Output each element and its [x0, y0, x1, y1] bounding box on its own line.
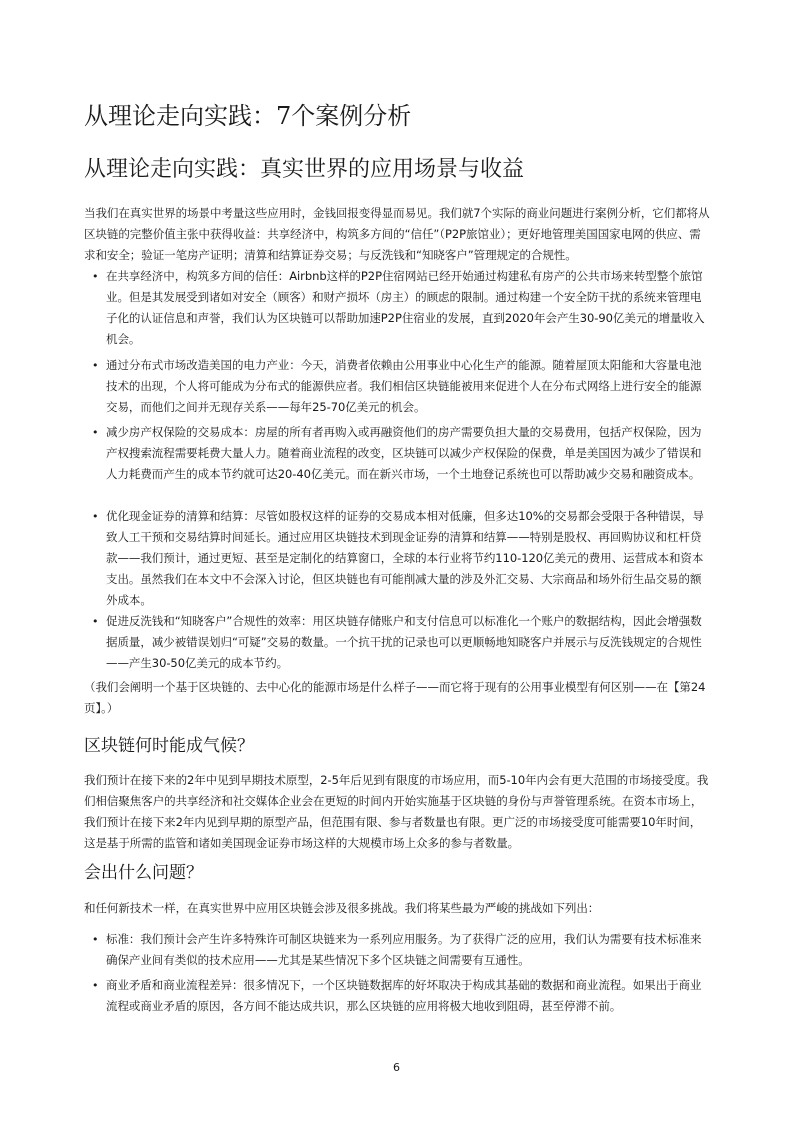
section-heading-applications: 从理论走向实践：真实世界的应用场景与收益 — [84, 157, 525, 182]
list-item — [84, 975, 710, 1017]
list-item — [84, 266, 710, 350]
page-title: 从理论走向实践：7个案例分析 — [84, 102, 412, 130]
bullet-icon: • — [92, 933, 99, 946]
bullet-icon: • — [92, 615, 99, 628]
list-item — [84, 611, 710, 674]
list-item-text: 促进反洗钱和“知晓客户”合规性的效率：用区块链存储账户和支付信息可以标准化一个账户的数据结构，因此会增强数据质量，减少被错误划归“可疑”交易的数量。一个抗干扰的记录也可以更顺畅地知晓客户并展示与反洗钱规定的合规性——产生30-50亿美元的成本节约。 — [106, 614, 702, 670]
list-item-text: 通过分布式市场改造美国的电力产业：今天，消费者依赖由公用事业中心化生产的能源。随着屋顶太阳能和大容量电池技术的出现，个人将可能成为分布式的能源供应者。我们相信区块链能被用来促进个人在分布式网络上进行安全的能源交易，而他们之间并无现存关系——每年25-70亿美元的机会。 — [106, 358, 702, 414]
list-item-text: 减少房产权保险的交易成本：房屋的所有者再购入或再融资他们的房产需要负担大量的交易费用，包括产权保险，因为产权搜索流程需要耗费大量人力。随着商业流程的改变，区块链可以减少产权保险的保费，单是美国因为减少了错误和人力耗费而产生的成本节约就可达20-40亿美元。而在新兴市场，一个土地登记系统也可以帮助减少交易和融资成本。 — [106, 425, 702, 481]
bullet-icon: • — [92, 270, 99, 283]
bullet-icon: • — [92, 359, 99, 372]
when-paragraph: 我们预计在接下来的2年中见到早期技术原型，2-5年后见到有限度的市场应用，而5-10年内会有更大范围的市场接受度。我们相信聚焦客户的共享经济和社交媒体企业会在更短的时间内开始实施基于区块链的身份与声誉管理系统。在资本市场上，我们预计在接下来2年内见到早期的原型产品，但范围有限、参与者数量也有限。更广泛的市场接受度可能需要10年时间，这是基于所需的监管和诸如美国现金证券市场这样的大规模市场上众多的参与者数量。 — [84, 773, 709, 850]
section-heading-problems: 会出什么问题？ — [84, 863, 203, 883]
list-item — [84, 929, 710, 971]
list-item — [84, 355, 710, 418]
section-heading-when: 区块链何时能成气候？ — [84, 736, 254, 756]
bullet-icon: • — [92, 979, 99, 992]
list-item — [84, 506, 710, 611]
list-item-text: 在共享经济中，构筑多方间的信任：Airbnb这样的P2P住宿网站已经开始通过构建私有房产的公共市场来转型整个旅馆业。但是其发展受到诸如对安全（顾客）和财产损坏（房主）的顾虑的限制。通过构建一个安全防干扰的系统来管理电子化的认证信息和声誉，我们认为区块链可以帮助加速P2P住宿业的发展，直到2020年会产生30-90亿美元的增量收入机会。 — [106, 269, 705, 346]
bullet-icon: • — [92, 510, 99, 523]
note-paragraph: （我们会阐明一个基于区块链的、去中心化的能源市场是什么样子——而它将于现有的公用事业模型有何区别——在【第24页】。） — [84, 680, 706, 715]
problems-paragraph: 和任何新技术一样，在真实世界中应用区块链会涉及很多挑战。我们将某些最为严峻的挑战如下列出： — [84, 901, 600, 915]
list-item-text: 商业矛盾和商业流程差异：很多情况下，一个区块链数据库的好坏取决于构成其基础的数据和商业流程。如果出于商业流程或商业矛盾的原因，各方间不能达成共识，那么区块链的应用将极大地收到阻碍，甚至停滞不前。 — [106, 978, 702, 1013]
list-item-text: 标准：我们预计会产生许多特殊许可制区块链来为一系列应用服务。为了获得广泛的应用，我们认为需要有技术标准来确保产业间有类似的技术应用——尤其是某些情况下多个区块链之间需要有互通性。 — [106, 932, 702, 967]
page-number: 6 — [393, 1061, 400, 1074]
list-item — [84, 422, 710, 485]
list-item-text: 优化现金证券的清算和结算：尽管如股权这样的证券的交易成本相对低廉，但多达10%的交易都会受限于各种错误，导致人工干预和交易结算时间延长。通过应用区块链技术到现金证券的清算和结算——特别是股权、再回购协议和杠杆贷款——我们预计，通过更短、甚至是定制化的结算窗口，全球的本行业将节约110-120亿美元的费用、运营成本和资本支出。虽然我们在本文中不会深入讨论，但区块链也有可能削减大量的涉及外汇交易、大宗商品和场外衍生品交易的额外成本。 — [106, 509, 704, 607]
bullet-icon: • — [92, 426, 99, 439]
intro-paragraph: 当我们在真实世界的场景中考量这些应用时，金钱回报变得显而易见。我们就7个实际的商业问题进行案例分析，它们都将从区块链的完整价值主张中获得收益：共享经济中，构筑多方间的“信任”（P2P旅馆业）；更好地管理美国国家电网的供应、需求和安全；验证一笔房产证明；清算和结算证券交易；与反洗钱和“知晓客户”管理规定的合规性。 — [84, 206, 710, 262]
